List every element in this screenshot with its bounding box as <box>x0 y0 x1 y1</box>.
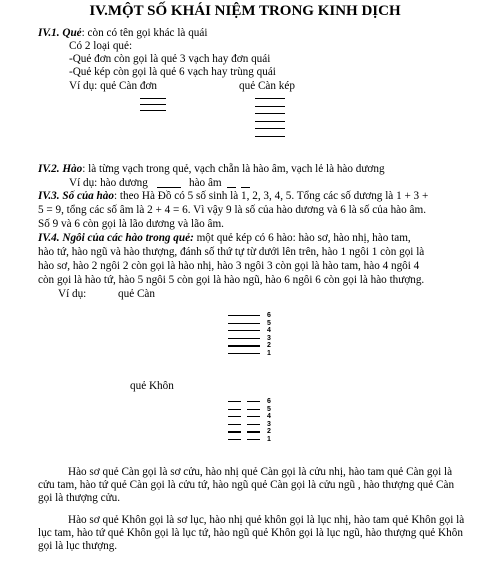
yin-line-right <box>247 424 260 425</box>
section-1-line-1: Có 2 loại quẻ: <box>69 40 133 52</box>
yang-line <box>228 345 260 346</box>
section-1-line-2: -Quẻ đơn còn gọi là quẻ 3 vạch hay đơn quái <box>69 53 271 65</box>
yin-line-left <box>228 439 241 440</box>
line-number: 6 <box>267 398 271 405</box>
yang-line <box>140 110 166 111</box>
paragraph-khon: Hào sơ quẻ Khôn gọi là sơ lục, hào nhị quẻ khôn gọi là lục nhị, hào tam quẻ Khôn gọi là lục tam, hào tứ quẻ Khôn gọi là lục tứ, hào ngũ quẻ Khôn gọi là lục ngũ, hào thượng quẻ Khôn gọi là lục thượng. <box>38 514 465 553</box>
yang-line-example <box>157 187 181 188</box>
section-3-line-3: Số 9 và 6 còn gọi là lão dương và lão âm. <box>38 218 224 230</box>
section-4-label: IV.4. <box>38 232 60 244</box>
yin-line-left <box>228 401 241 402</box>
can-hexagram <box>228 312 288 362</box>
yang-line <box>255 113 285 114</box>
yin-line-left <box>228 416 241 417</box>
yang-line <box>228 353 260 354</box>
section-4-text: một quẻ kép có 6 hào: hào sơ, hào nhị, hào tam, <box>193 232 411 244</box>
example-label: Ví dụ: <box>58 288 87 300</box>
section-1-label: IV.1. <box>38 27 60 39</box>
yin-line-right <box>247 416 260 417</box>
khon-hexagram <box>228 398 288 448</box>
section-3-label: IV.3. <box>38 190 60 202</box>
yin-line-left <box>228 424 241 425</box>
line-number: 1 <box>267 436 271 443</box>
yin-line-example-left <box>227 187 236 188</box>
yang-line <box>228 330 260 331</box>
yin-line-right <box>247 431 260 432</box>
section-1-term: Quẻ <box>62 27 82 39</box>
yang-line <box>228 338 260 339</box>
yang-line <box>255 121 285 122</box>
yang-line <box>255 98 285 99</box>
section-4-line-1 <box>38 232 411 245</box>
yang-line <box>140 104 166 105</box>
yin-line-example-right <box>241 187 250 188</box>
section-1-line-3: -Quẻ kép còn gọi là quẻ 6 vạch hay trùng quái <box>69 66 276 78</box>
section-1-text: : còn có tên gọi khác là quái <box>81 27 208 39</box>
line-number: 2 <box>267 428 271 436</box>
section-3-term: Số của hào <box>62 190 114 202</box>
section-2-term: Hào <box>62 163 83 175</box>
yin-line-left <box>228 409 241 410</box>
page-title: IV.MỘT SỐ KHÁI NIỆM TRONG KINH DỊCH <box>89 3 401 19</box>
section-3-line-1 <box>38 190 428 203</box>
yin-line-right <box>247 401 260 402</box>
line-number: 6 <box>267 312 271 319</box>
yin-line-right <box>247 409 260 410</box>
yin-line-left <box>228 431 241 432</box>
yang-line <box>255 128 285 129</box>
yang-line <box>228 315 260 316</box>
line-number: 2 <box>267 342 271 350</box>
example-can-kep-label: quẻ Càn kép <box>239 80 295 92</box>
line-number: 5 <box>267 405 271 413</box>
section-2-heading <box>38 163 385 176</box>
section-4-term: Ngôi của các hào trong quẻ: <box>62 232 194 244</box>
line-number: 4 <box>267 327 271 335</box>
section-3-text: : theo Hà Đồ có 5 số sinh là 1, 2, 3, 4, 5. Tổng các số dương là 1 + 3 + <box>113 190 429 202</box>
section-1-heading <box>38 27 207 40</box>
line-number: 5 <box>267 319 271 327</box>
section-4-line-2: hào tứ, hào ngũ và hào thượng, đánh số thứ tự từ dưới lên trên, hào 1 ngôi 1 còn gọi là <box>38 246 425 258</box>
que-can-label: quẻ Càn <box>118 288 155 300</box>
yang-line <box>228 323 260 324</box>
yang-line <box>255 136 285 137</box>
yin-line-right <box>247 439 260 440</box>
que-khon-label: quẻ Khôn <box>130 380 174 392</box>
line-number: 3 <box>267 420 271 428</box>
example-can-don-label: Ví dụ: quẻ Càn đơn <box>69 80 157 92</box>
yang-line <box>140 98 166 99</box>
paragraph-can: Hào sơ quẻ Càn gọi là sơ cửu, hào nhị quẻ Càn gọi là cửu nhị, hào tam quẻ Càn gọi là cửu tam, hào tứ quẻ Càn gọi là cửu tứ, hào ngũ quẻ Càn gọi là cửu ngũ , hào thượng quẻ Càn gọi là thượng cửu. <box>38 466 455 505</box>
hao-duong-label: Ví dụ: hào dương <box>69 177 148 189</box>
section-2-text: : là từng vạch trong quẻ, vạch chẵn là hào âm, vạch lẻ là hào dương <box>82 163 385 175</box>
section-3-line-2: 5 = 9, tổng các số âm là 2 + 4 = 6. Vì vậy 9 là số của hào dương và 6 là số của hào âm. <box>38 204 426 216</box>
line-number: 4 <box>267 413 271 421</box>
section-2-label: IV.2. <box>38 163 60 175</box>
hao-am-label: hào âm <box>189 177 222 189</box>
line-number: 1 <box>267 350 271 357</box>
section-4-line-4: còn gọi là hào tứ, hào 5 ngôi 5 còn gọi là hào ngũ, hào 6 ngôi 6 còn gọi là hào thượng. <box>38 274 425 286</box>
yang-line <box>255 106 285 107</box>
section-4-line-3: hào sơ, hào 2 ngôi 2 còn gọi là hào nhị, hào 3 ngôi 3 còn gọi là hào tam, hào 4 ngôi 4 <box>38 260 420 272</box>
line-number: 3 <box>267 334 271 342</box>
